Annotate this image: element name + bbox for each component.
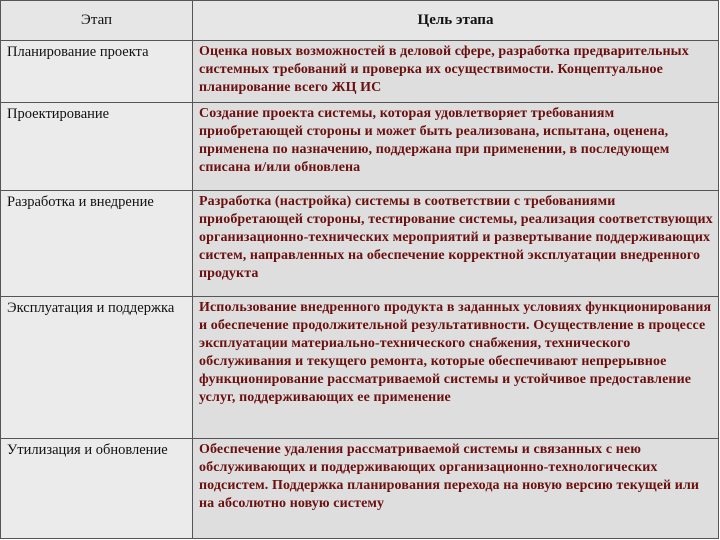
goal-cell: Разработка (настройка) системы в соответствии с требованиями приобретающей стороны, тестирование системы, реализация соответствующих организационно-технических мероприятий и развертывание поддерживающих систем, направленных на обеспечение корректной эксплуатации внедренного продукта (193, 191, 719, 297)
goal-cell: Использование внедренного продукта в заданных условиях функционирования и обеспечение продолжительной результативности. Осуществление в процессе эксплуатации материально-технического снабжения, технического обслуживания и текущего ремонта, которые обеспечивают непрерывное функционирование рассматриваемой системы и устойчивое предоставление услуг, поддерживающих ее применение (193, 297, 719, 439)
goal-cell: Обеспечение удаления рассматриваемой системы и связанных с нею обслуживающих и поддерживающих организационно-технологических подсистем. Поддержка планирования перехода на новую версию текущей или на абсолютно новую систему (193, 439, 719, 539)
table-header (1, 1, 719, 41)
stage-cell: Разработка и внедрение (1, 191, 193, 297)
table-body (1, 41, 719, 539)
stage-cell: Проектирование (1, 103, 193, 191)
stage-cell: Планирование проекта (1, 41, 193, 103)
stage-cell: Утилизация и обновление (1, 439, 193, 539)
table-row-operation (1, 297, 719, 439)
table-row-development (1, 191, 719, 297)
goal-column-header: Цель этапа (193, 1, 719, 41)
stage-cell: Эксплуатация и поддержка (1, 297, 193, 439)
table-row-disposal (1, 439, 719, 539)
table-row-planning (1, 41, 719, 103)
table-row-design (1, 103, 719, 191)
goal-cell: Оценка новых возможностей в деловой сфере, разработка предварительных системных требований и проверка их осуществимости. Концептуальное планирование всего ЖЦ ИС (193, 41, 719, 103)
header-row (1, 1, 719, 41)
goal-cell: Создание проекта системы, которая удовлетворяет требованиям приобретающей стороны и может быть реализована, испытана, оценена, применена по назначению, поддержана при применении, в последующем списана и/или обновлена (193, 103, 719, 191)
stage-column-header: Этап (1, 1, 193, 41)
